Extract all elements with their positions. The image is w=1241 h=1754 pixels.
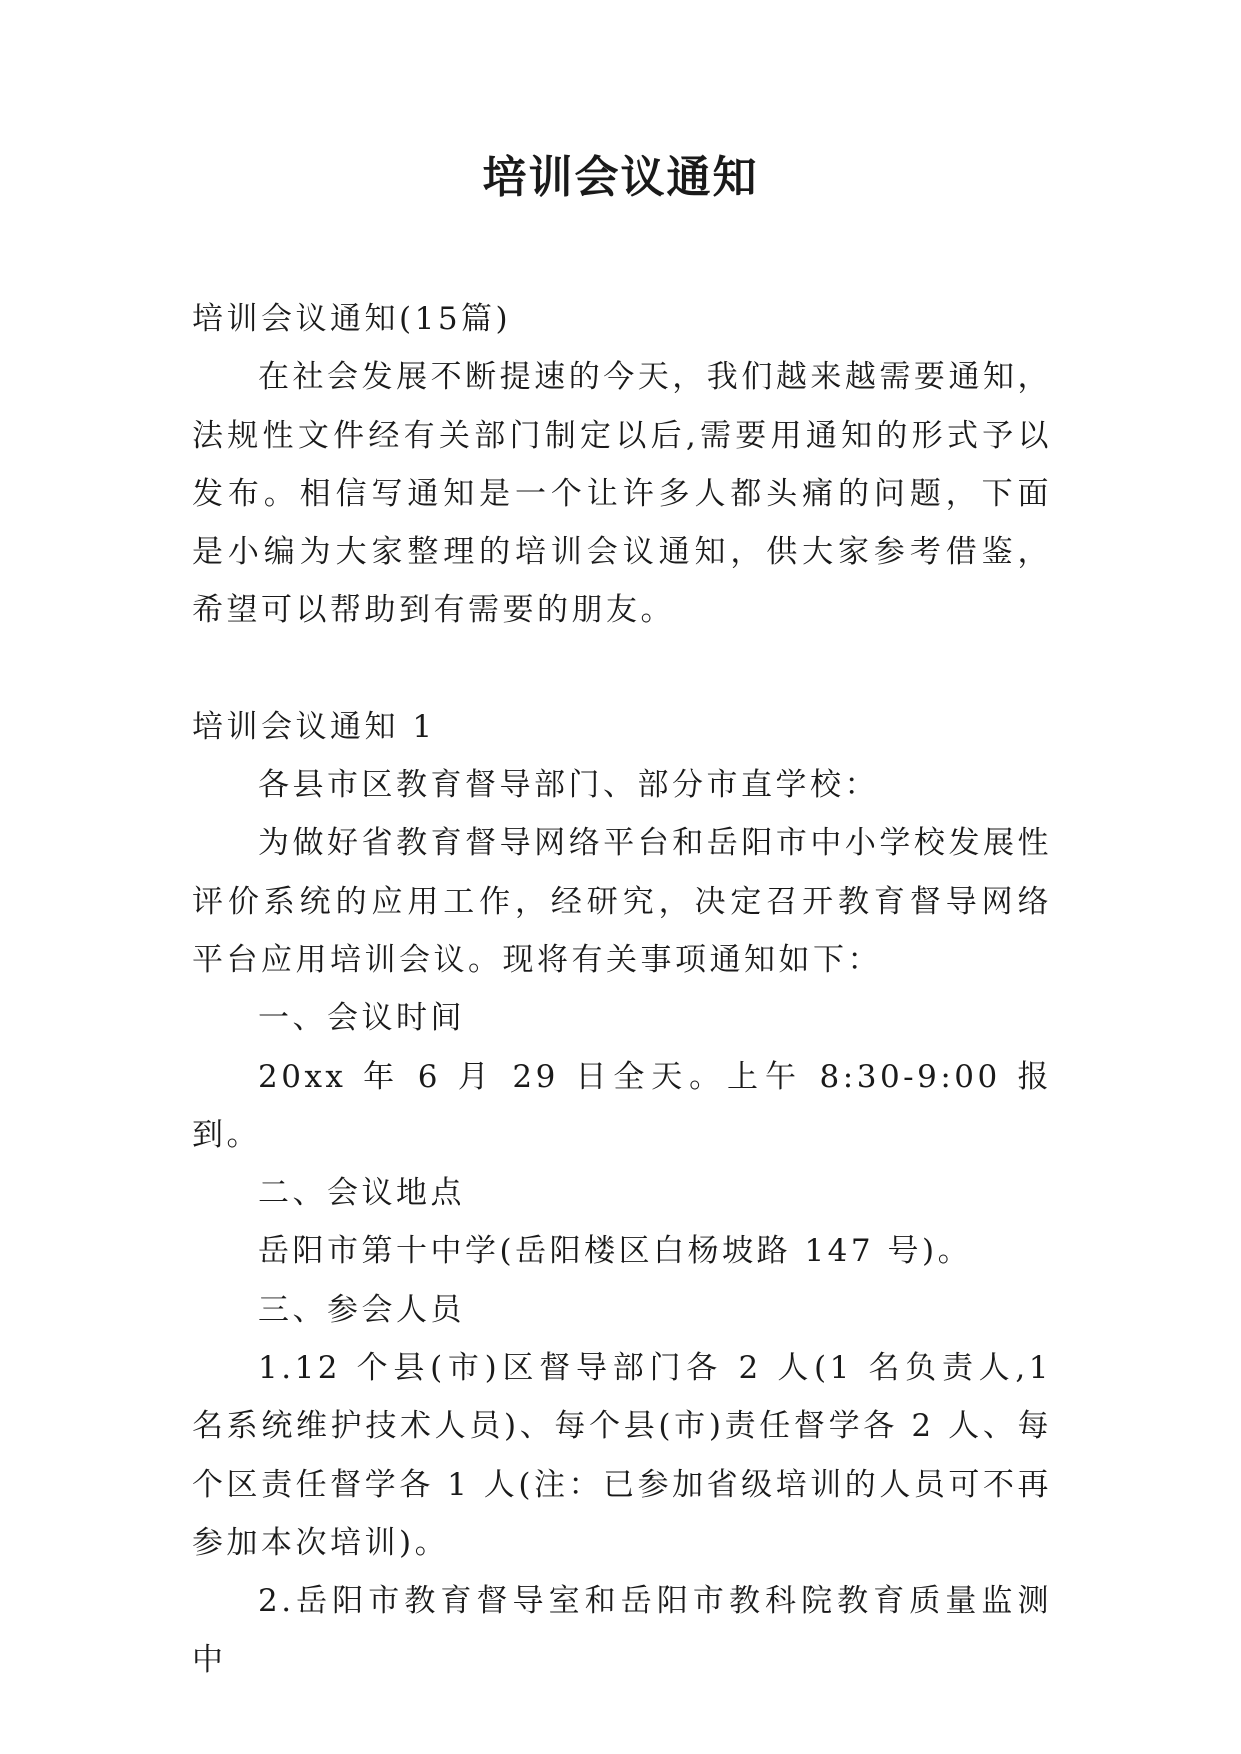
salutation: 各县市区教育督导部门、部分市直学校： <box>258 767 879 804</box>
document-title: 培训会议通知 <box>482 152 759 203</box>
attendees-item-1: 1.12 个县(市)区督导部门各 2 人(1 名负责人,1 名系统维护技术人员)、每个县(市)责任督学各 2 人、每个区责任督学各 1 人(注：已参加省级培训的人员可不再参加本次培训)。 <box>192 1350 1052 1561</box>
time-heading: 一、会议时间 <box>258 1000 465 1037</box>
place-text: 岳阳市第十中学(岳阳楼区白杨坡路 147 号)。 <box>258 1233 973 1270</box>
intro-paragraph: 在社会发展不断提速的今天，我们越来越需要通知，法规性文件经有关部门制定以后,需要用通知的形式予以发布。相信写通知是一个让许多人都头痛的问题，下面是小编为大家整理的培训会议通知，供大家参考借鉴，希望可以帮助到有需要的朋友。 <box>192 359 1052 629</box>
time-text: 20xx 年 6 月 29 日全天。上午 8:30-9:00 报到。 <box>192 1058 1052 1153</box>
section-heading: 培训会议通知 1 <box>192 708 436 745</box>
attendees-item-2: 2.岳阳市教育督导室和岳阳市教科院教育质量监测中 <box>192 1583 1052 1678</box>
place-heading: 二、会议地点 <box>258 1175 465 1212</box>
purpose-paragraph: 为做好省教育督导网络平台和岳阳市中小学校发展性评价系统的应用工作，经研究，决定召开教育督导网络平台应用培训会议。现将有关事项通知如下： <box>192 825 1052 978</box>
document-body <box>192 290 1052 1689</box>
attendees-heading: 三、参会人员 <box>258 1291 465 1328</box>
document-subtitle: 培训会议通知(15篇) <box>192 301 512 337</box>
section-spacer <box>192 640 1052 698</box>
